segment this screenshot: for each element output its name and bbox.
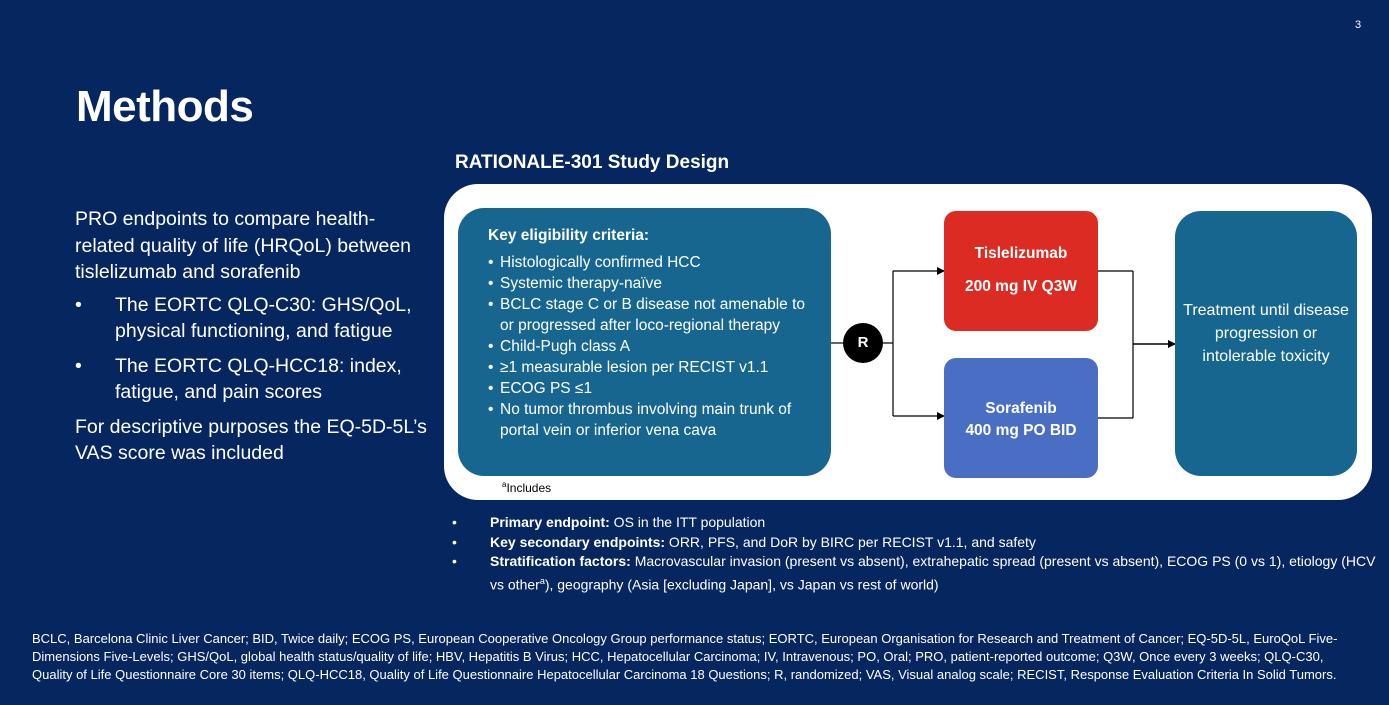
footnote-text: Includes (506, 481, 552, 495)
sorafenib-name: Sorafenib (985, 400, 1057, 417)
tislelizumab-dose: 200 mg IV Q3W (965, 278, 1077, 295)
endpoint-label: Key secondary endpoints: (490, 533, 666, 550)
bullet-dot: • (452, 553, 457, 569)
abbreviations-footnote: BCLC, Barcelona Clinic Liver Cancer; BID, Twice daily; ECOG PS, European Cooperative Oncology Group performance status; EORTC, European Organisation for Research and Treatment of Cancer; EQ-5D-5L, EuroQoL Five-Dimensions Five-Levels; GHS/QoL, global health status/quality of life; HBV, Hepatitis B Virus; HCC, Hepatocellular Carcinoma; IV, Intravenous; PO, Oral; PRO, patient-reported outcome; Q3W, Once every 3 weeks; QLQ-C30, Quality of Life Questionnaire Core 30 items; QLQ-HCC18, Quality of Life Questionnaire Hepatocellular Carcinoma 18 Questions; R, randomized; VAS, Visual analog scale; RECIST, Response Evaluation Criteria In Solid Tumors. (32, 631, 1338, 682)
footnote-marker: a (502, 480, 507, 489)
eligibility-item-text: ECOG PS ≤1 (500, 380, 593, 397)
tislelizumab-name: Tislelizumab (974, 245, 1068, 262)
endpoint-label: Primary endpoint: (490, 514, 610, 530)
endpoint-row (452, 533, 1377, 553)
tislelizumab-arm-box (944, 211, 1098, 331)
bullet-dot: • (488, 275, 494, 292)
bullet-dot: • (488, 401, 494, 418)
bullet-dot: • (488, 254, 494, 271)
eligibility-heading: Key eligibility criteria: (488, 227, 650, 244)
bullet-dot: • (75, 293, 82, 316)
slide-title: Methods (76, 82, 254, 131)
endpoint-label: Stratification factors: (490, 553, 631, 569)
eligibility-item-text: No tumor thrombus involving main trunk of portal vein or inferior vena cava (500, 401, 792, 439)
bullet-dot: • (488, 338, 494, 355)
endpoint-text: OS in the ITT population (609, 514, 766, 530)
randomization-circle: R (843, 323, 883, 363)
pro-intro-text: PRO endpoints to compare health-related quality of life (HRQoL) between tislelizumab and sorafenib (75, 208, 412, 283)
pro-bullet-text: The EORTC QLQ-HCC18: index, fatigue, and pain scores (115, 354, 402, 403)
eligibility-item-text: Systemic therapy-naïve (500, 275, 662, 292)
endpoints-list (452, 513, 1377, 595)
treatment-outcome-box: Treatment until disease progression or intolerable toxicity (1175, 211, 1357, 476)
bullet-dot: • (488, 296, 494, 313)
bullet-dot: • (452, 514, 457, 530)
endpoint-text: Macrovascular invasion (present vs absent), extrahepatic spread (present vs absent), ECOG PS (0 vs 1), etiology (HCV vs other (490, 553, 1376, 593)
eligibility-item-text: Child-Pugh class A (500, 338, 631, 355)
bullet-dot: • (452, 533, 457, 550)
eligibility-item-text: Histologically confirmed HCC (500, 254, 701, 271)
eligibility-item-text: BCLC stage C or B disease not amenable to or progressed after loco-regional therapy (500, 296, 806, 334)
study-design-title: RATIONALE-301 Study Design (455, 152, 730, 173)
bullet-dot: • (488, 380, 494, 397)
endpoint-row (452, 513, 1377, 533)
sorafenib-arm-box (944, 358, 1098, 478)
page-number: 3 (1354, 19, 1362, 31)
endpoint-text-continued: ), geography (Asia [excluding Japan], vs Japan vs rest of world) (544, 576, 939, 593)
bullet-dot: • (75, 354, 82, 377)
endpoint-superscript: a (539, 575, 545, 586)
bullet-dot: • (488, 359, 494, 376)
pro-bullet-text: The EORTC QLQ-C30: GHS/QoL, physical functioning, and fatigue (115, 293, 412, 342)
endpoint-text: ORR, PFS, and DoR by BIRC per RECIST v1.1, and safety (665, 533, 1036, 550)
endpoint-row (452, 552, 1377, 595)
eq5d-note: For descriptive purposes the EQ-5D-5L’s VAS score was included (75, 415, 427, 464)
eligibility-item-text: ≥1 measurable lesion per RECIST v1.1 (500, 359, 769, 376)
sorafenib-dose: 400 mg PO BID (965, 422, 1077, 439)
